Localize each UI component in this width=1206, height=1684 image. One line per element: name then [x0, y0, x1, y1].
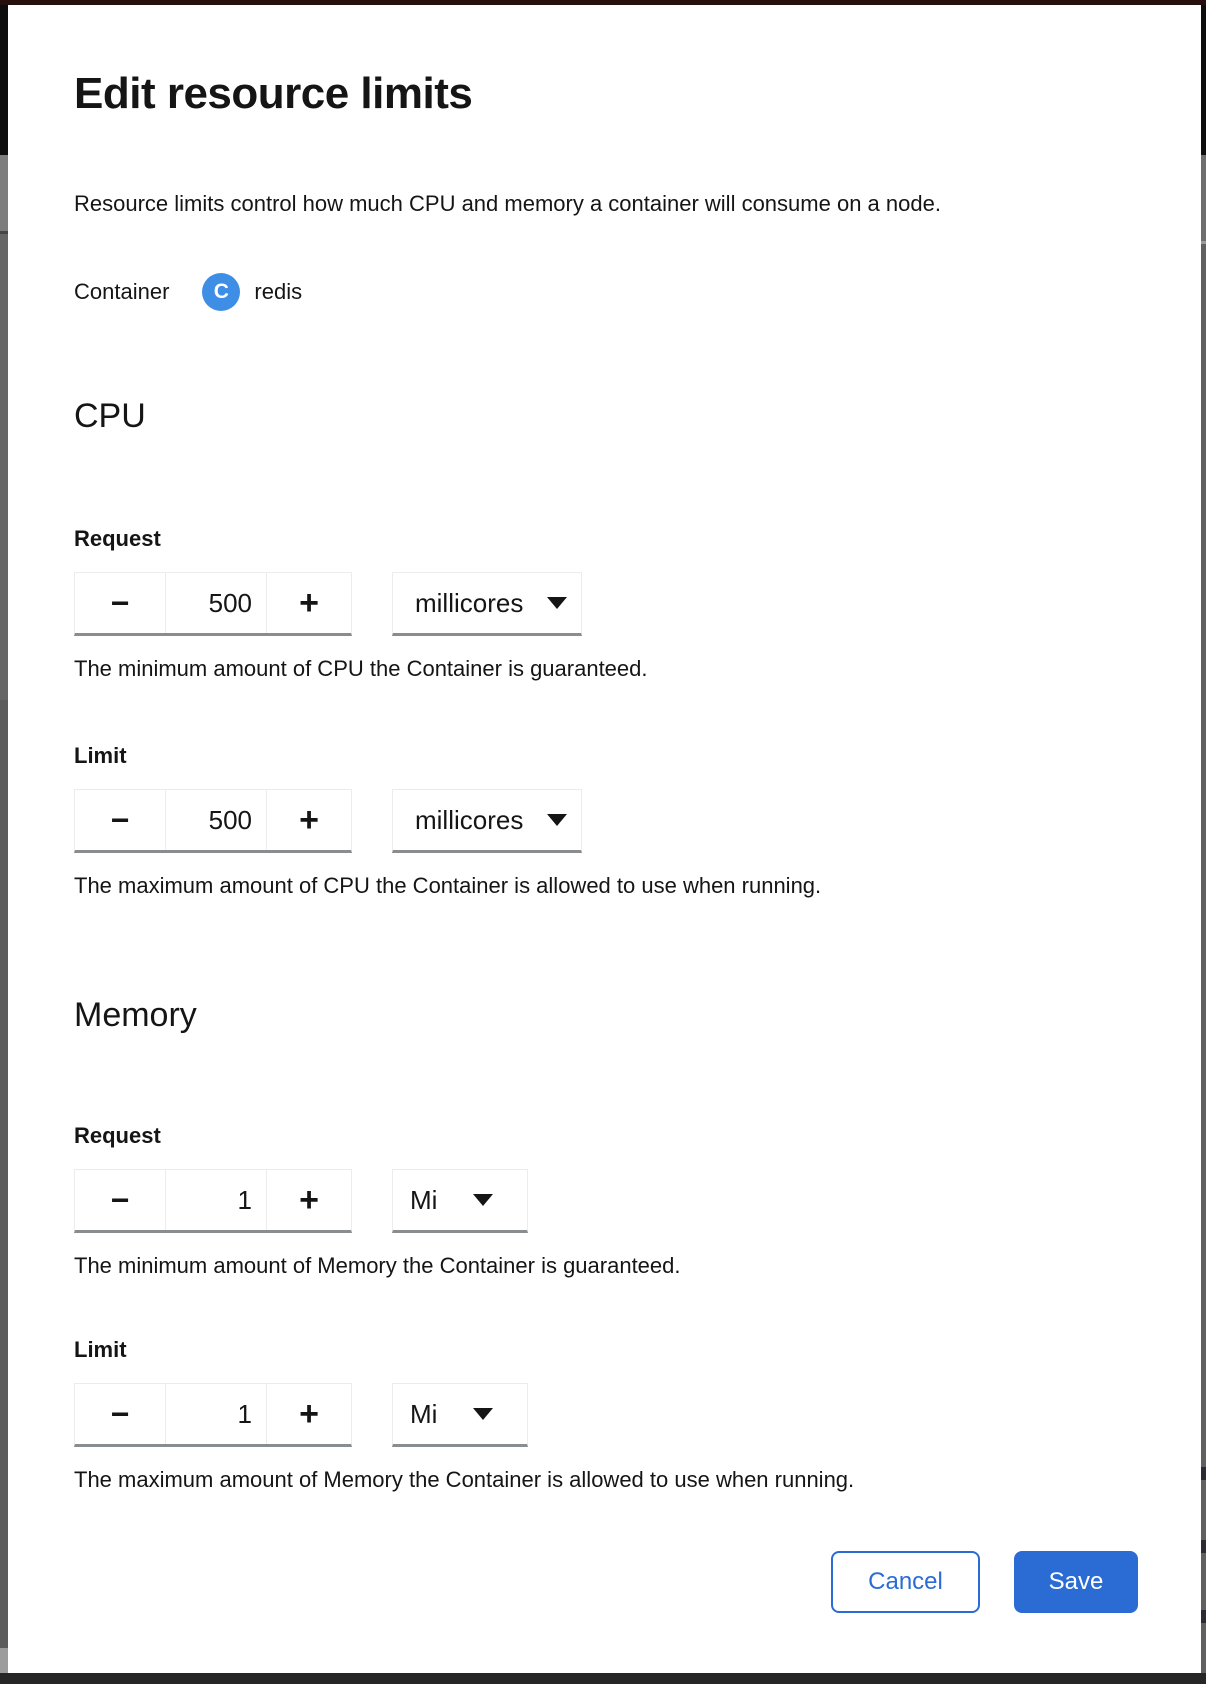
backdrop-artifact	[1201, 1467, 1206, 1480]
caret-down-icon	[547, 814, 567, 826]
memory-request-unit-value: Mi	[410, 1184, 438, 1215]
cpu-request-unit-value: millicores	[415, 587, 524, 618]
backdrop-artifact	[1201, 1610, 1206, 1623]
cpu-limit-label: Limit	[74, 743, 127, 768]
cpu-limit-minus-button[interactable]: −	[75, 790, 165, 850]
memory-request-row	[74, 1169, 1138, 1233]
cpu-limit-row	[74, 789, 1138, 853]
section-heading-memory: Memory	[74, 996, 197, 1034]
memory-request-minus-button[interactable]: −	[75, 1170, 165, 1230]
container-row	[74, 272, 1138, 312]
modal-title: Edit resource limits	[74, 69, 473, 118]
caret-down-icon	[547, 597, 567, 609]
cpu-limit-unit-value: millicores	[415, 804, 524, 835]
backdrop-right-edge	[1201, 5, 1206, 1684]
memory-limit-number-input	[74, 1383, 352, 1447]
modal-description: Resource limits control how much CPU and memory a container will consume on a node.	[74, 191, 941, 216]
memory-limit-row	[74, 1383, 1138, 1447]
backdrop-top-edge	[0, 0, 1206, 5]
cpu-limit-unit-select[interactable]	[392, 789, 582, 853]
memory-limit-help: The maximum amount of Memory the Container is allowed to use when running.	[74, 1467, 855, 1492]
cpu-limit-plus-button[interactable]: +	[267, 790, 351, 850]
memory-request-value-input[interactable]: 1	[165, 1170, 267, 1230]
cpu-request-value-input[interactable]: 500	[165, 573, 267, 633]
memory-limit-unit-select[interactable]	[392, 1383, 528, 1447]
cpu-limit-number-input	[74, 789, 352, 853]
cpu-request-unit-select[interactable]	[392, 572, 582, 636]
memory-limit-label: Limit	[74, 1337, 127, 1362]
memory-limit-minus-button[interactable]: −	[75, 1384, 165, 1444]
edit-resource-limits-modal	[8, 5, 1201, 1673]
memory-limit-unit-value: Mi	[410, 1398, 438, 1429]
container-name: redis	[254, 279, 303, 304]
memory-limit-plus-button[interactable]: +	[267, 1384, 351, 1444]
memory-limit-value-input[interactable]: 1	[165, 1384, 267, 1444]
section-heading-cpu: CPU	[74, 397, 146, 435]
save-button[interactable]: Save	[1014, 1551, 1138, 1613]
memory-request-label: Request	[74, 1123, 161, 1148]
backdrop-artifact	[1201, 1540, 1206, 1553]
caret-down-icon	[473, 1194, 493, 1206]
cpu-request-row	[74, 572, 1138, 636]
memory-request-plus-button[interactable]: +	[267, 1170, 351, 1230]
cpu-request-minus-button[interactable]: −	[75, 573, 165, 633]
memory-request-unit-select[interactable]	[392, 1169, 528, 1233]
modal-footer	[74, 1551, 1138, 1613]
memory-request-help: The minimum amount of Memory the Container is guaranteed.	[74, 1253, 681, 1278]
cpu-request-number-input	[74, 572, 352, 636]
backdrop-bottom-edge	[0, 1673, 1206, 1684]
cpu-request-help: The minimum amount of CPU the Container is guaranteed.	[74, 656, 648, 681]
cpu-limit-value-input[interactable]: 500	[165, 790, 267, 850]
container-badge-icon: C	[202, 273, 240, 311]
caret-down-icon	[473, 1408, 493, 1420]
cpu-request-plus-button[interactable]: +	[267, 573, 351, 633]
cpu-request-label: Request	[74, 526, 161, 551]
container-label: Container	[74, 279, 170, 304]
backdrop-left-edge	[0, 5, 8, 1684]
cancel-button[interactable]: Cancel	[831, 1551, 980, 1613]
memory-request-number-input	[74, 1169, 352, 1233]
cpu-limit-help: The maximum amount of CPU the Container is allowed to use when running.	[74, 873, 822, 898]
